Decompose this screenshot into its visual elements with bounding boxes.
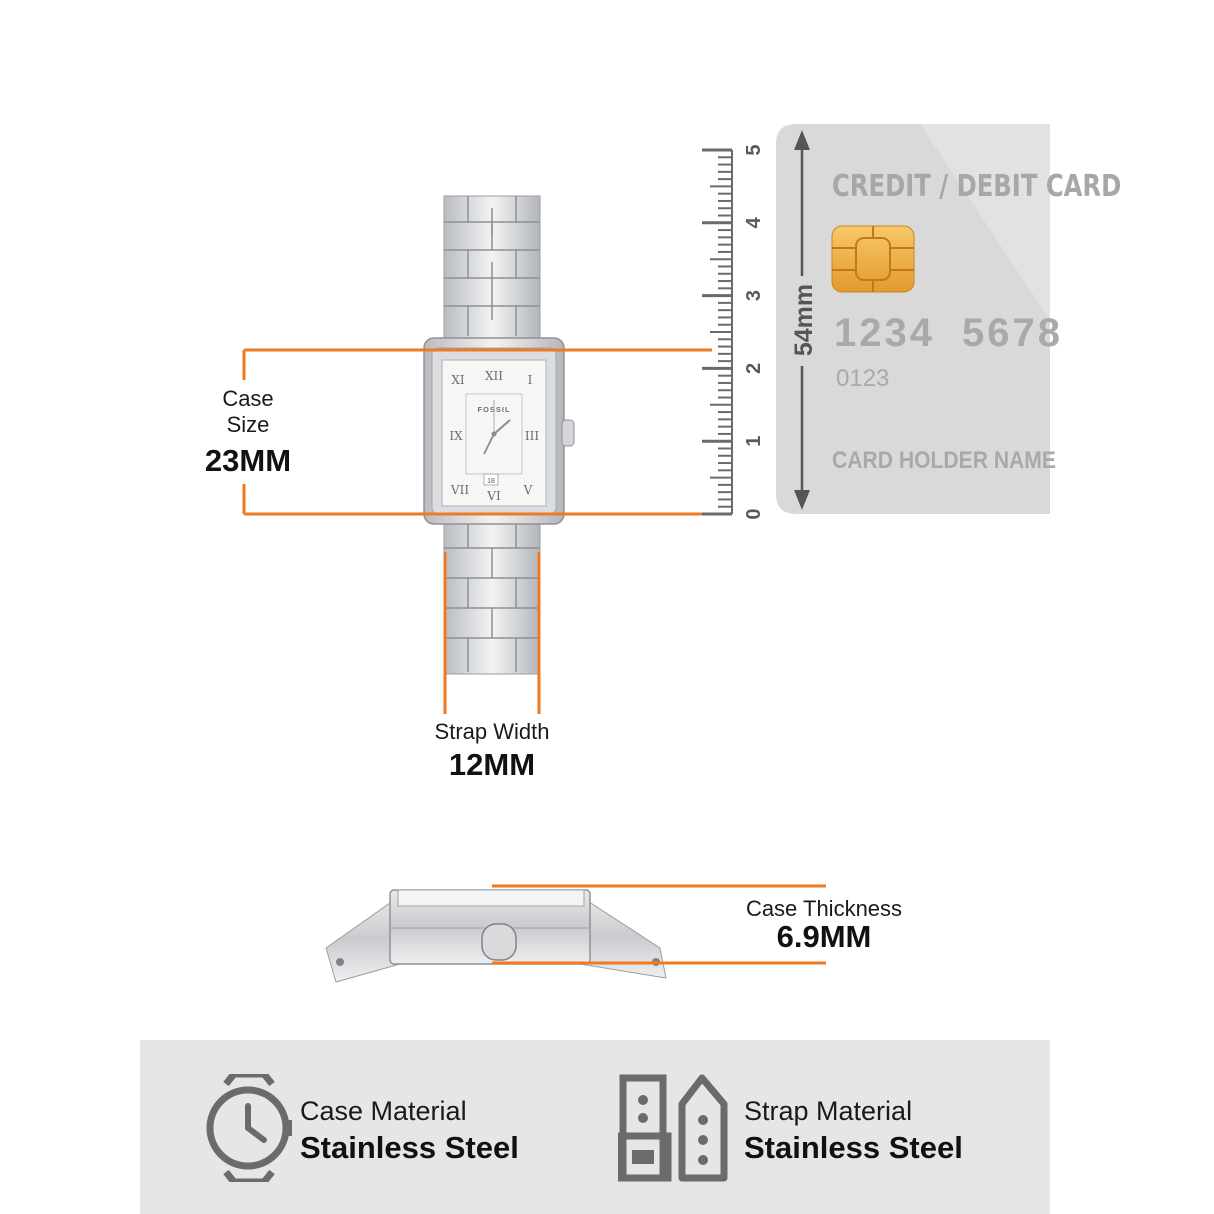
- ruler-label: 1: [743, 435, 765, 447]
- watch-side-view: [326, 890, 666, 982]
- case-material-value: Stainless Steel: [300, 1130, 519, 1165]
- strap-material-value: Stainless Steel: [744, 1130, 963, 1165]
- case-size-label-line1: Case: [222, 386, 274, 411]
- materials-panel: [140, 1040, 1050, 1214]
- strap-width-value: 12MM: [448, 747, 536, 782]
- side-crown: [482, 924, 516, 960]
- strap-icon: [618, 1074, 730, 1184]
- watch-outline-icon: [204, 1074, 294, 1182]
- ruler-label: 0: [743, 508, 765, 520]
- case-thickness-value: 6.9MM: [776, 919, 872, 954]
- credit-card: [776, 124, 1121, 514]
- card-holder-name: CARD HOLDER NAME: [832, 446, 1056, 474]
- ruler-label: 5: [743, 144, 765, 156]
- watch-date: 18: [487, 478, 495, 485]
- ruler: [702, 144, 765, 519]
- ruler-label: 3: [743, 290, 765, 302]
- card-title: CREDIT / DEBIT CARD: [832, 168, 1122, 204]
- svg-text:XI: XI: [451, 373, 465, 387]
- card-chip-icon: [832, 226, 914, 292]
- case-material-label: Case Material: [300, 1096, 467, 1126]
- ruler-label: 2: [743, 362, 765, 374]
- case-size-label-line2: Size: [226, 412, 270, 437]
- svg-text:V: V: [523, 483, 533, 497]
- watch-bracelet-top: [444, 196, 540, 344]
- svg-text:I: I: [527, 373, 533, 387]
- card-number-2: 5678: [962, 311, 1063, 355]
- watch-crown: [562, 420, 574, 446]
- svg-text:XII: XII: [484, 369, 504, 383]
- ruler-label: 4: [743, 217, 765, 229]
- card-small-number: 0123: [836, 365, 890, 392]
- svg-text:VI: VI: [487, 489, 501, 503]
- watch-bracelet-bottom: [444, 518, 540, 674]
- strap-material-label: Strap Material: [744, 1096, 913, 1126]
- svg-text:IX: IX: [449, 429, 463, 443]
- svg-text:VII: VII: [450, 483, 470, 497]
- case-size-value: 23MM: [204, 443, 292, 478]
- case-thickness-label: Case Thickness: [745, 896, 903, 921]
- watch-brand: FOSSIL: [477, 405, 511, 414]
- height-measure-label: 54mm: [790, 283, 818, 357]
- card-number-1: 1234: [834, 311, 935, 355]
- svg-text:III: III: [524, 429, 540, 443]
- strap-width-label: Strap Width: [434, 719, 550, 744]
- watch-dial: [442, 360, 546, 506]
